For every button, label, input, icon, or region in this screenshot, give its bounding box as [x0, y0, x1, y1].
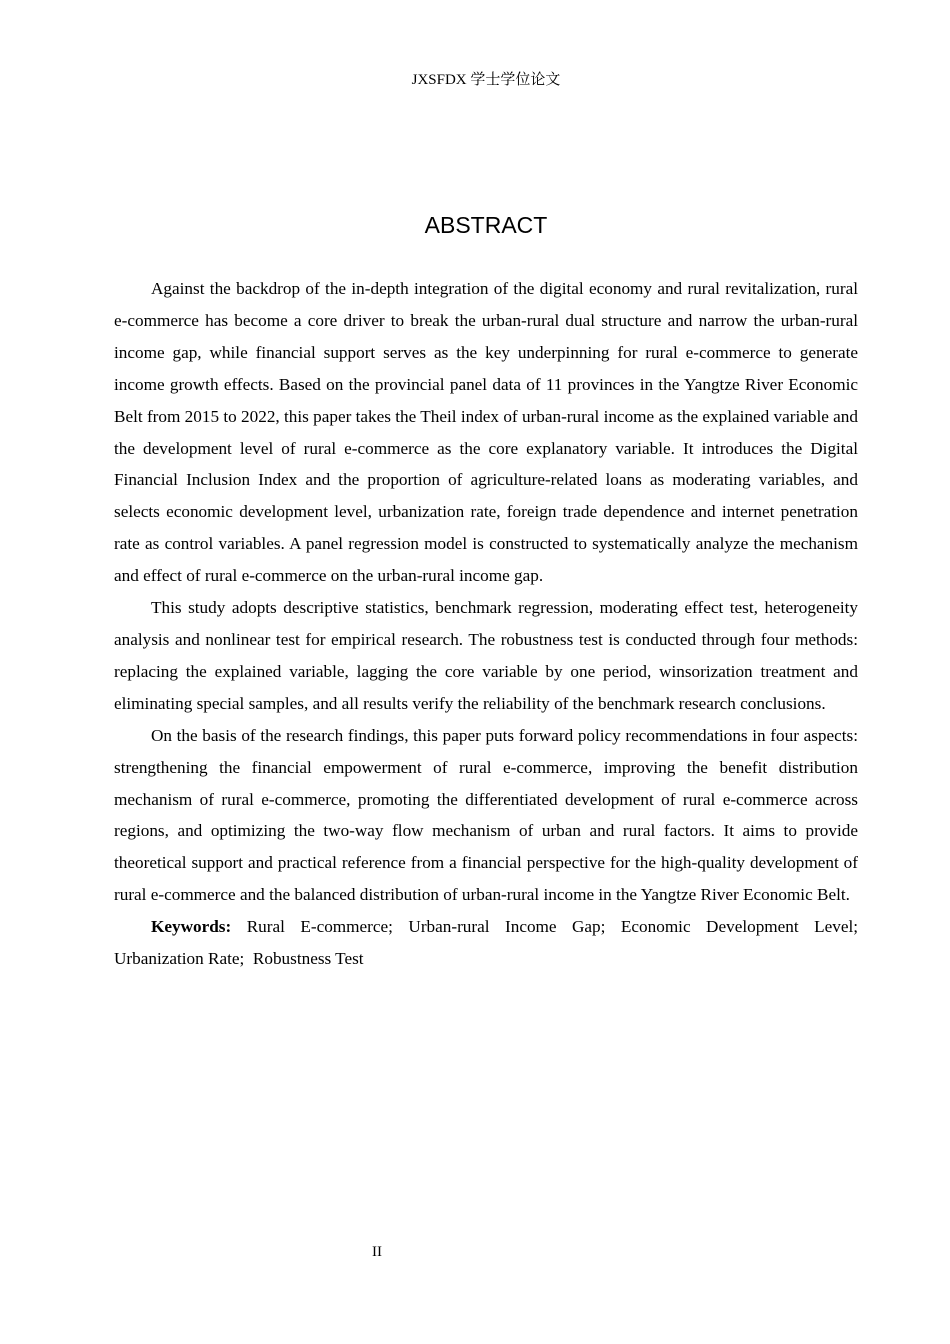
keywords-label: Keywords: [151, 917, 232, 937]
abstract-title: ABSTRACT [424, 212, 548, 238]
keyword-item: Rural E-commerce; [246, 917, 393, 937]
keywords-line [114, 911, 858, 975]
abstract-paragraph-3: On the basis of the research findings, this paper puts forward policy recommendations in four aspects: strengthening the financial empowerment of rural e-commerce, improving the benefit distribution mechanism of rural e-commerce, promoting the differentiated development of rural e-commerce across regions, and optimizing the two-way flow mechanism of urban and rural factors. It aims to provide theoretical support and practical reference from a financial perspective for the high-quality development of rural e-commerce and the balanced distribution of urban-rural income in the Yangtze River Economic Belt. [114, 725, 858, 905]
abstract-paragraph-2: This study adopts descriptive statistics, benchmark regression, moderating effect test, heterogeneity analysis and nonlinear test for empirical research. The robustness test is conducted through four methods: replacing the explained variable, lagging the core variable by one period, winsorization treatment and eliminating special samples, and all results verify the reliability of the benchmark research conclusions. [114, 598, 858, 713]
keyword-item: Urbanization Rate; [114, 949, 245, 969]
page-number: II [372, 1244, 382, 1260]
abstract-paragraph-1: Against the backdrop of the in-depth integration of the digital economy and rural revitalization, rural e-commerce has become a core driver to break the urban-rural dual structure and narrow the urban-rural income gap, while financial support serves as the key underpinning for rural e-commerce to generate income growth effects. Based on the provincial panel data of 11 provinces in the Yangtze River Economic Belt from 2015 to 2022, this paper takes the Theil index of urban-rural income as the explained variable and the development level of rural e-commerce as the core explanatory variable. It introduces the Digital Financial Inclusion Index and the proportion of agriculture-related loans as moderating variables, and selects economic development level, urbanization rate, foreign trade dependence and internet penetration rate as control variables. A panel regression model is constructed to systematically analyze the mechanism and effect of rural e-commerce on the urban-rural income gap. [114, 279, 858, 586]
keyword-item: Economic Development Level; [620, 917, 859, 937]
keyword-item: Robustness Test [252, 949, 364, 969]
abstract-body [114, 273, 858, 975]
keyword-item: Urban-rural Income Gap; [408, 917, 606, 937]
running-header: JXSFDX 学士学位论文 [411, 72, 561, 88]
